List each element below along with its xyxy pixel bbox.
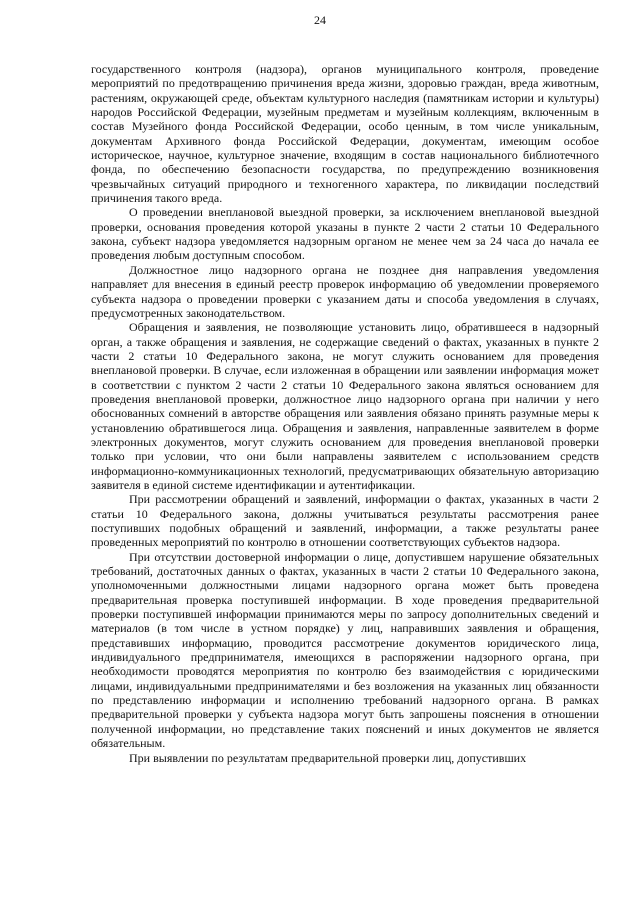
page-number: 24 (314, 13, 326, 27)
paragraph-registry: Должностное лицо надзорного органа не позднее дня направления уведомления направляет для внесения в единый реестр проверок информацию об уведомлении проверяемого субъекта надзора о проведении проверки с указанием даты и способа уведомления в случаях, предусмотренных законодательством. (91, 262, 599, 320)
document-body (91, 62, 599, 765)
paragraph-consideration: При рассмотрении обращений и заявлений, информации о фактах, указанных в части 2 статьи 10 Федерального закона, должны учитываться результаты рассмотрения ранее поступивших подобных обращений и заявлений, информации, а также результаты ранее проведенных мероприятий по контролю в отношении соответствующих субъектов надзора. (91, 492, 599, 550)
paragraph-detection: При выявлении по результатам предварительной проверки лиц, допустивших (129, 750, 527, 765)
paragraph-preliminary-check: При отсутствии достоверной информации о лице, допустившем нарушение обязательных требований, достаточных данных о фактах, указанных в части 2 статьи 10 Федерального закона, уполномоченными должностными лицами надзорного органа может быть проведена предварительная проверка поступившей информации. В ходе проведения предварительной проверки поступившей информации принимаются меры по запросу дополнительных сведений и материалов (в том числе в устном порядке) у лиц, направивших заявления и обращения, представивших информацию, проводится рассмотрение документов юридического лица, индивидуального предпринимателя, имеющихся в распоряжении надзорного органа, при необходимости проводятся мероприятия по контролю без взаимодействия с юридическими лицами, индивидуальными предпринимателями и без возложения на указанных лиц обязанности по представлению информации и исполнению требований надзорного органа. В рамках предварительной проверки у субъекта надзора могут быть запрошены пояснения в отношении полученной информации, но представление таких пояснений и иных документов не является обязательным. (91, 549, 599, 751)
paragraph-notification: О проведении внеплановой выездной проверки, за исключением внеплановой выездной проверки, основания проведения которой указаны в пункте 2 части 2 статьи 10 Федерального закона, субъект надзора уведомляется надзорным органом не менее чем за 24 часа до начала ее проведения любым доступным способом. (91, 205, 599, 263)
paragraph-continued: государственного контроля (надзора), органов муниципального контроля, проведение мероприятий по предотвращению причинения вреда жизни, здоровью граждан, вреда животным, растениям, окружающей среде, объектам культурного наследия (памятникам истории и культуры) народов Российской Федерации, музейным предметам и музейным коллекциям, включенным в состав Музейного фонда Российской Федерации, особо ценным, в том числе уникальным, документам Архивного фонда Российской Федерации, документам, имеющим особое историческое, научное, культурное значение, входящим в состав национального библиотечного фонда, по обеспечению безопасности государства, по предупреждению возникновения чрезвычайных ситуаций природного и техногенного характера, по ликвидации последствий причинения такого вреда. (91, 62, 599, 206)
paragraph-appeals: Обращения и заявления, не позволяющие установить лицо, обратившееся в надзорный орган, а также обращения и заявления, не содержащие сведений о фактах, указанных в пункте 2 части 2 статьи 10 Федерального закона, не могут служить основанием для проведения внеплановой проверки. В случае, если изложенная в обращении или заявлении информация может в соответствии с пунктом 2 части 2 статьи 10 Федерального закона являться основанием для проведения внеплановой проверки, должностное лицо надзорного органа при наличии у него обоснованных сомнений в авторстве обращения или заявления обязано принять разумные меры к установлению обратившегося лица. Обращения и заявления, направленные заявителем в форме электронных документов, могут служить основанием для проведения внеплановой проверки только при условии, что они были направлены заявителем с использованием средств информационно-коммуникационных технологий, предусматривающих обязательную авторизацию заявителя в единой системе идентификации и аутентификации. (91, 320, 599, 492)
